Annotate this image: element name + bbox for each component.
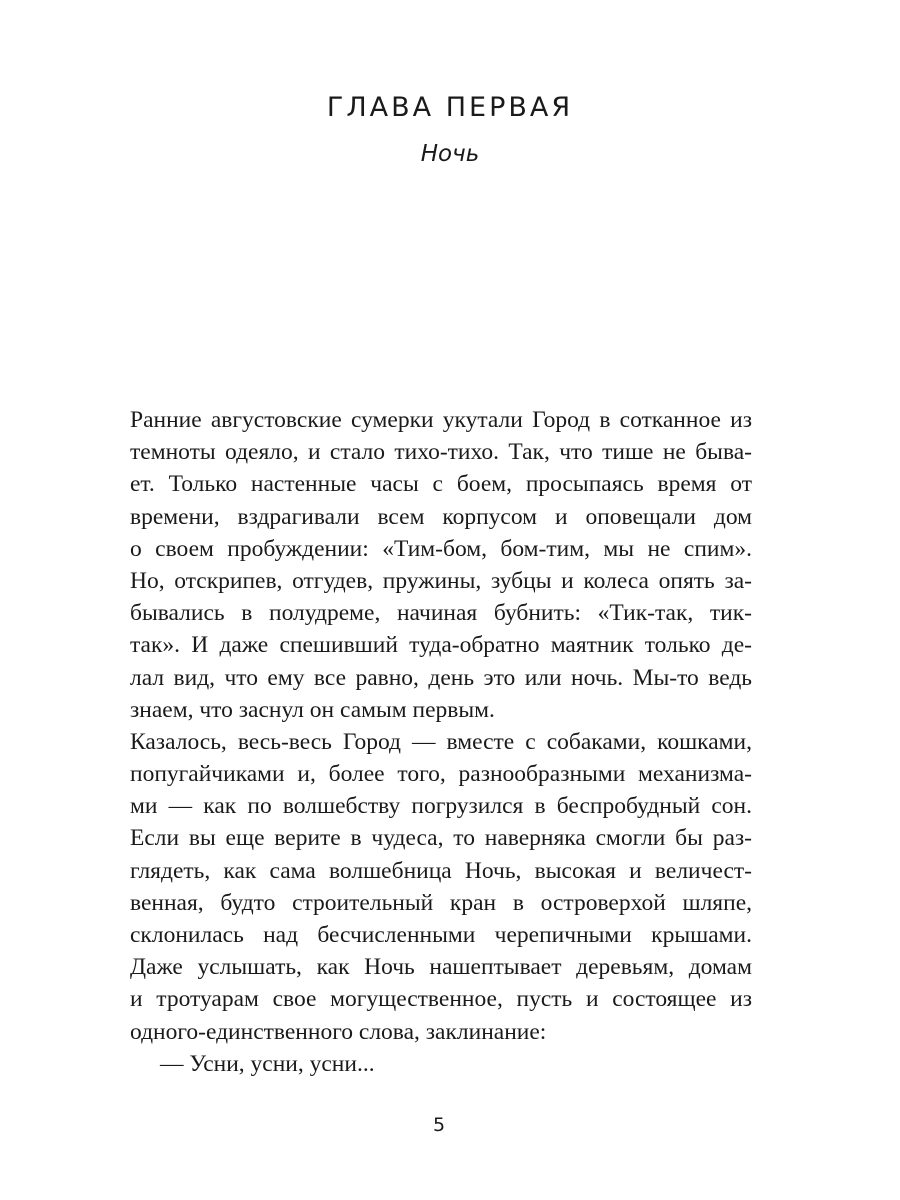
text-line: Но, отскрипев, отгудев, пружины, зубцы и колеса опять за- [130, 567, 752, 594]
text-line: знаем, что заснул он самым первым. [130, 696, 495, 723]
text-line: и тротуарам свое могущественное, пусть и состоящее из [130, 986, 752, 1013]
text-line: времени, вздрагивали всем корпусом и оповещали дом [130, 503, 752, 530]
dialogue-line: — Усни, усни, усни... [160, 1050, 375, 1077]
body-text [130, 404, 752, 1080]
text-line: Казалось, весь-весь Город — вместе с собаками, кошками, [130, 728, 752, 755]
text-line: глядеть, как сама волшебница Ночь, высокая и величест- [130, 857, 752, 884]
text-line: склонилась над бесчисленными черепичными крышами. [130, 922, 752, 948]
text-line: ми — как по волшебству погрузился в беспробудный сон. [130, 793, 752, 820]
text-line: Если вы еще верите в чудеса, то наверняка смогли бы раз- [130, 825, 752, 852]
text-line: попугайчиками и, более того, разнообразными механизма- [130, 761, 752, 788]
text-line: лал вид, что ему все равно, день это или ночь. Мы-то ведь [130, 664, 752, 691]
text-line: бывались в полудреме, начиная бубнить: «Тик-так, тик- [130, 600, 752, 627]
text-line: одного-единственного слова, заклинание: [130, 1018, 547, 1045]
text-line: Ранние августовские сумерки укутали Город в сотканное из [130, 407, 752, 433]
text-line: Даже услышать, как Ночь нашептывает деревьям, домам [130, 954, 752, 981]
text-line: венная, будто строительный кран в островерхой шляпе, [130, 889, 752, 916]
text-line: темноты одеяло, и стало тихо-тихо. Так, что тише не быва- [130, 439, 752, 466]
text-line: ет. Только настенные часы с боем, просыпаясь время от [130, 471, 752, 498]
text-line: о своем пробуждении: «Тим-бом, бом-тим, мы не спим». [130, 535, 752, 562]
chapter-heading: ГЛАВА ПЕРВАЯ [326, 92, 574, 123]
chapter-subtitle: Ночь [420, 141, 480, 167]
page-number: 5 [432, 1114, 446, 1136]
text-line: так». И даже спешивший туда-обратно маятник только де- [130, 632, 752, 659]
